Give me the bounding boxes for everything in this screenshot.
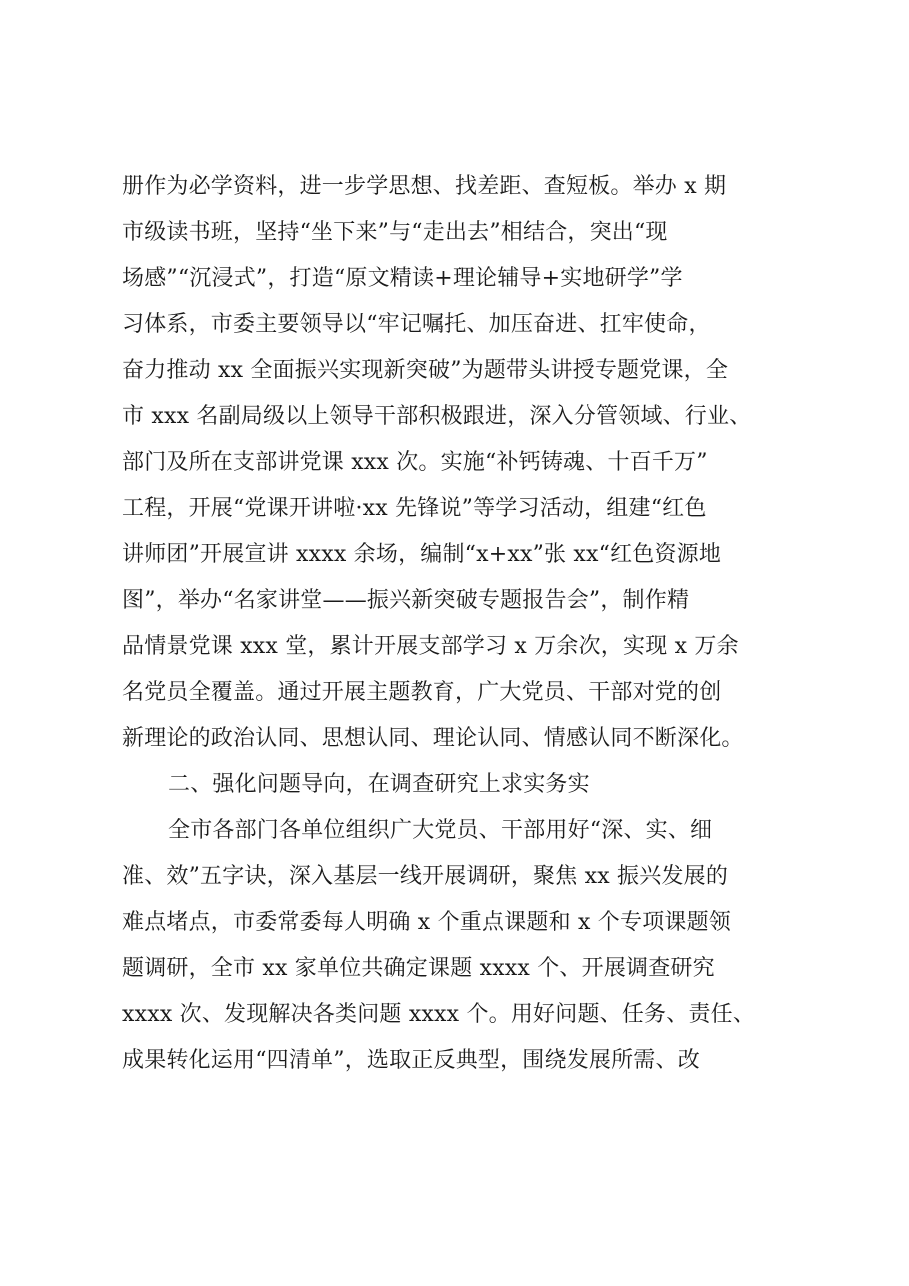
text-line: xxxx 次、发现解决各类问题 xxxx 个。用好问题、任务、责任、 (122, 1002, 756, 1027)
text-line: 难点堵点，市委常委每人明确 x 个重点课题和 x 个专项课题领 (122, 910, 731, 935)
text-line: 场感”“沉浸式”，打造“原文精读+理论辅导+实地研学”学 (122, 266, 683, 291)
text-line: 准、效”五字诀，深入基层一线开展调研，聚焦 xx 振兴发展的 (122, 864, 729, 889)
text-line: 成果转化运用“四清单”，选取正反典型，围绕发展所需、改 (122, 1048, 700, 1073)
text-line: 市 xxx 名副局级以上领导干部积极跟进，深入分管领域、行业、 (122, 404, 752, 429)
paragraph-2 (122, 808, 822, 1084)
text-line: 习体系，市委主要领导以“牢记嘱托、加压奋进、扛牢使命， (122, 312, 711, 337)
text-line: 部门及所在支部讲党课 xxx 次。实施“补钙铸魂、十百千万” (122, 450, 708, 475)
text-line: 新理论的政治认同、思想认同、理论认同、情感认同不断深化。 (122, 726, 744, 751)
text-line: 名党员全覆盖。通过开展主题教育，广大党员、干部对党的创 (122, 680, 722, 705)
text-line: 册作为必学资料，进一步学思想、找差距、查短板。举办 x 期 (122, 174, 727, 199)
document-body (122, 164, 822, 1084)
text-line: 题调研，全市 xx 家单位共确定课题 xxxx 个、开展调查研究 (122, 956, 715, 981)
section-heading: 二、强化问题导向，在调查研究上求实务实 (168, 772, 590, 797)
text-line: 市级读书班，坚持“坐下来”与“走出去”相结合，突出“现 (122, 220, 668, 245)
paragraph-1 (122, 164, 822, 762)
text-line: 奋力推动 xx 全面振兴实现新突破”为题带头讲授专题党课，全 (122, 358, 729, 383)
text-line: 全市各部门各单位组织广大党员、干部用好“深、实、细 (168, 818, 713, 843)
text-line: 品情景党课 xxx 堂，累计开展支部学习 x 万余次，实现 x 万余 (122, 634, 739, 659)
text-line: 工程，开展“党课开讲啦·xx 先锋说”等学习活动，组建“红色 (122, 496, 707, 521)
text-line: 图”，举办“名家讲堂——振兴新突破专题报告会”，制作精 (122, 588, 690, 613)
text-line: 讲师团”开展宣讲 xxxx 余场，编制“x+xx”张 xx“红色资源地 (122, 542, 722, 567)
